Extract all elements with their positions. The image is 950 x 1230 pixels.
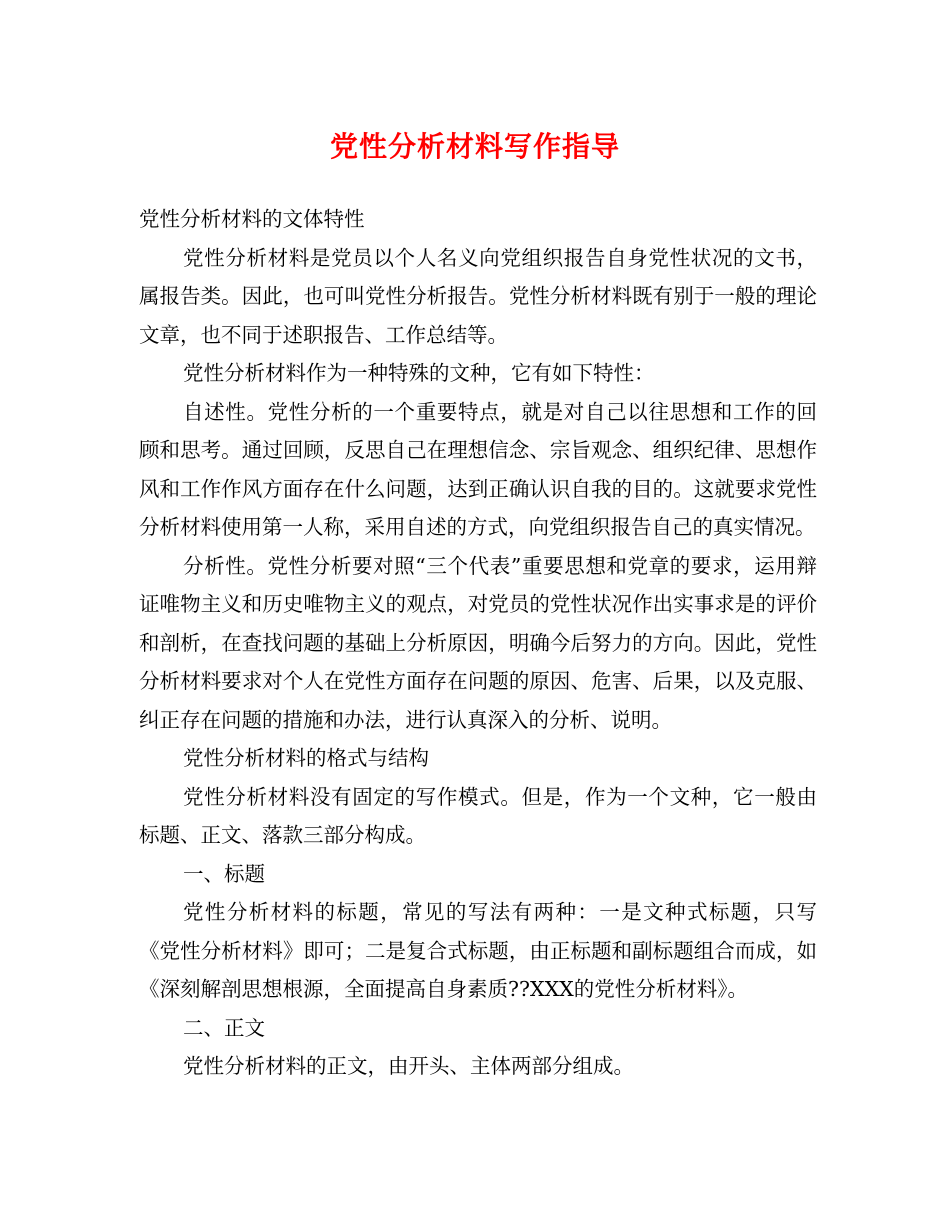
- paragraph: 自述性。党性分析的一个重要特点，就是对自己以往思想和工作的回顾和思考。通过回顾，反思自己在理想信念、宗旨观念、组织纪律、思想作风和工作作风方面存在什么问题，达到正确认识自我的目的。这就要求党性分析材料使用第一人称，采用自述的方式，向党组织报告自己的真实情况。: [139, 399, 817, 539]
- document-body: [139, 200, 817, 1086]
- paragraph: 党性分析材料作为一种特殊的文种，它有如下特性：: [183, 361, 655, 385]
- section-heading-genre-features: 党性分析材料的文体特性: [139, 207, 365, 231]
- paragraph: 分析性。党性分析要对照“三个代表”重要思想和党章的要求，运用辩证唯物主义和历史唯物主义的观点，对党员的党性状况作出实事求是的评价和剖析，在查找问题的基础上分析原因，明确今后努力的方向。因此，党性分析材料要求对个人在党性方面存在问题的原因、危害、后果，以及克服、纠正存在问题的措施和办法，进行认真深入的分析、说明。: [139, 553, 817, 732]
- section-heading-format-structure: 党性分析材料的格式与结构: [183, 746, 429, 770]
- subheading-title: 一、标题: [183, 861, 265, 886]
- paragraph: 党性分析材料的正文，由开头、主体两部分组成。: [183, 1054, 634, 1078]
- paragraph: 党性分析材料是党员以个人名义向党组织报告自身党性状况的文书，属报告类。因此，也可叫党性分析报告。党性分析材料既有别于一般的理论文章，也不同于述职报告、工作总结等。: [139, 245, 817, 347]
- subheading-body: 二、正文: [183, 1015, 265, 1040]
- document-title: 党性分析材料写作指导: [329, 130, 620, 163]
- paragraph: 党性分析材料没有固定的写作模式。但是，作为一个文种，它一般由标题、正文、落款三部分构成。: [139, 784, 817, 847]
- paragraph: 党性分析材料的标题，常见的写法有两种：一是文种式标题，只写《党性分析材料》即可；二是复合式标题，由正标题和副标题组合而成，如《深刻解剖思想根源，全面提高自身素质??XXX的党性分析材料》。: [139, 900, 817, 1001]
